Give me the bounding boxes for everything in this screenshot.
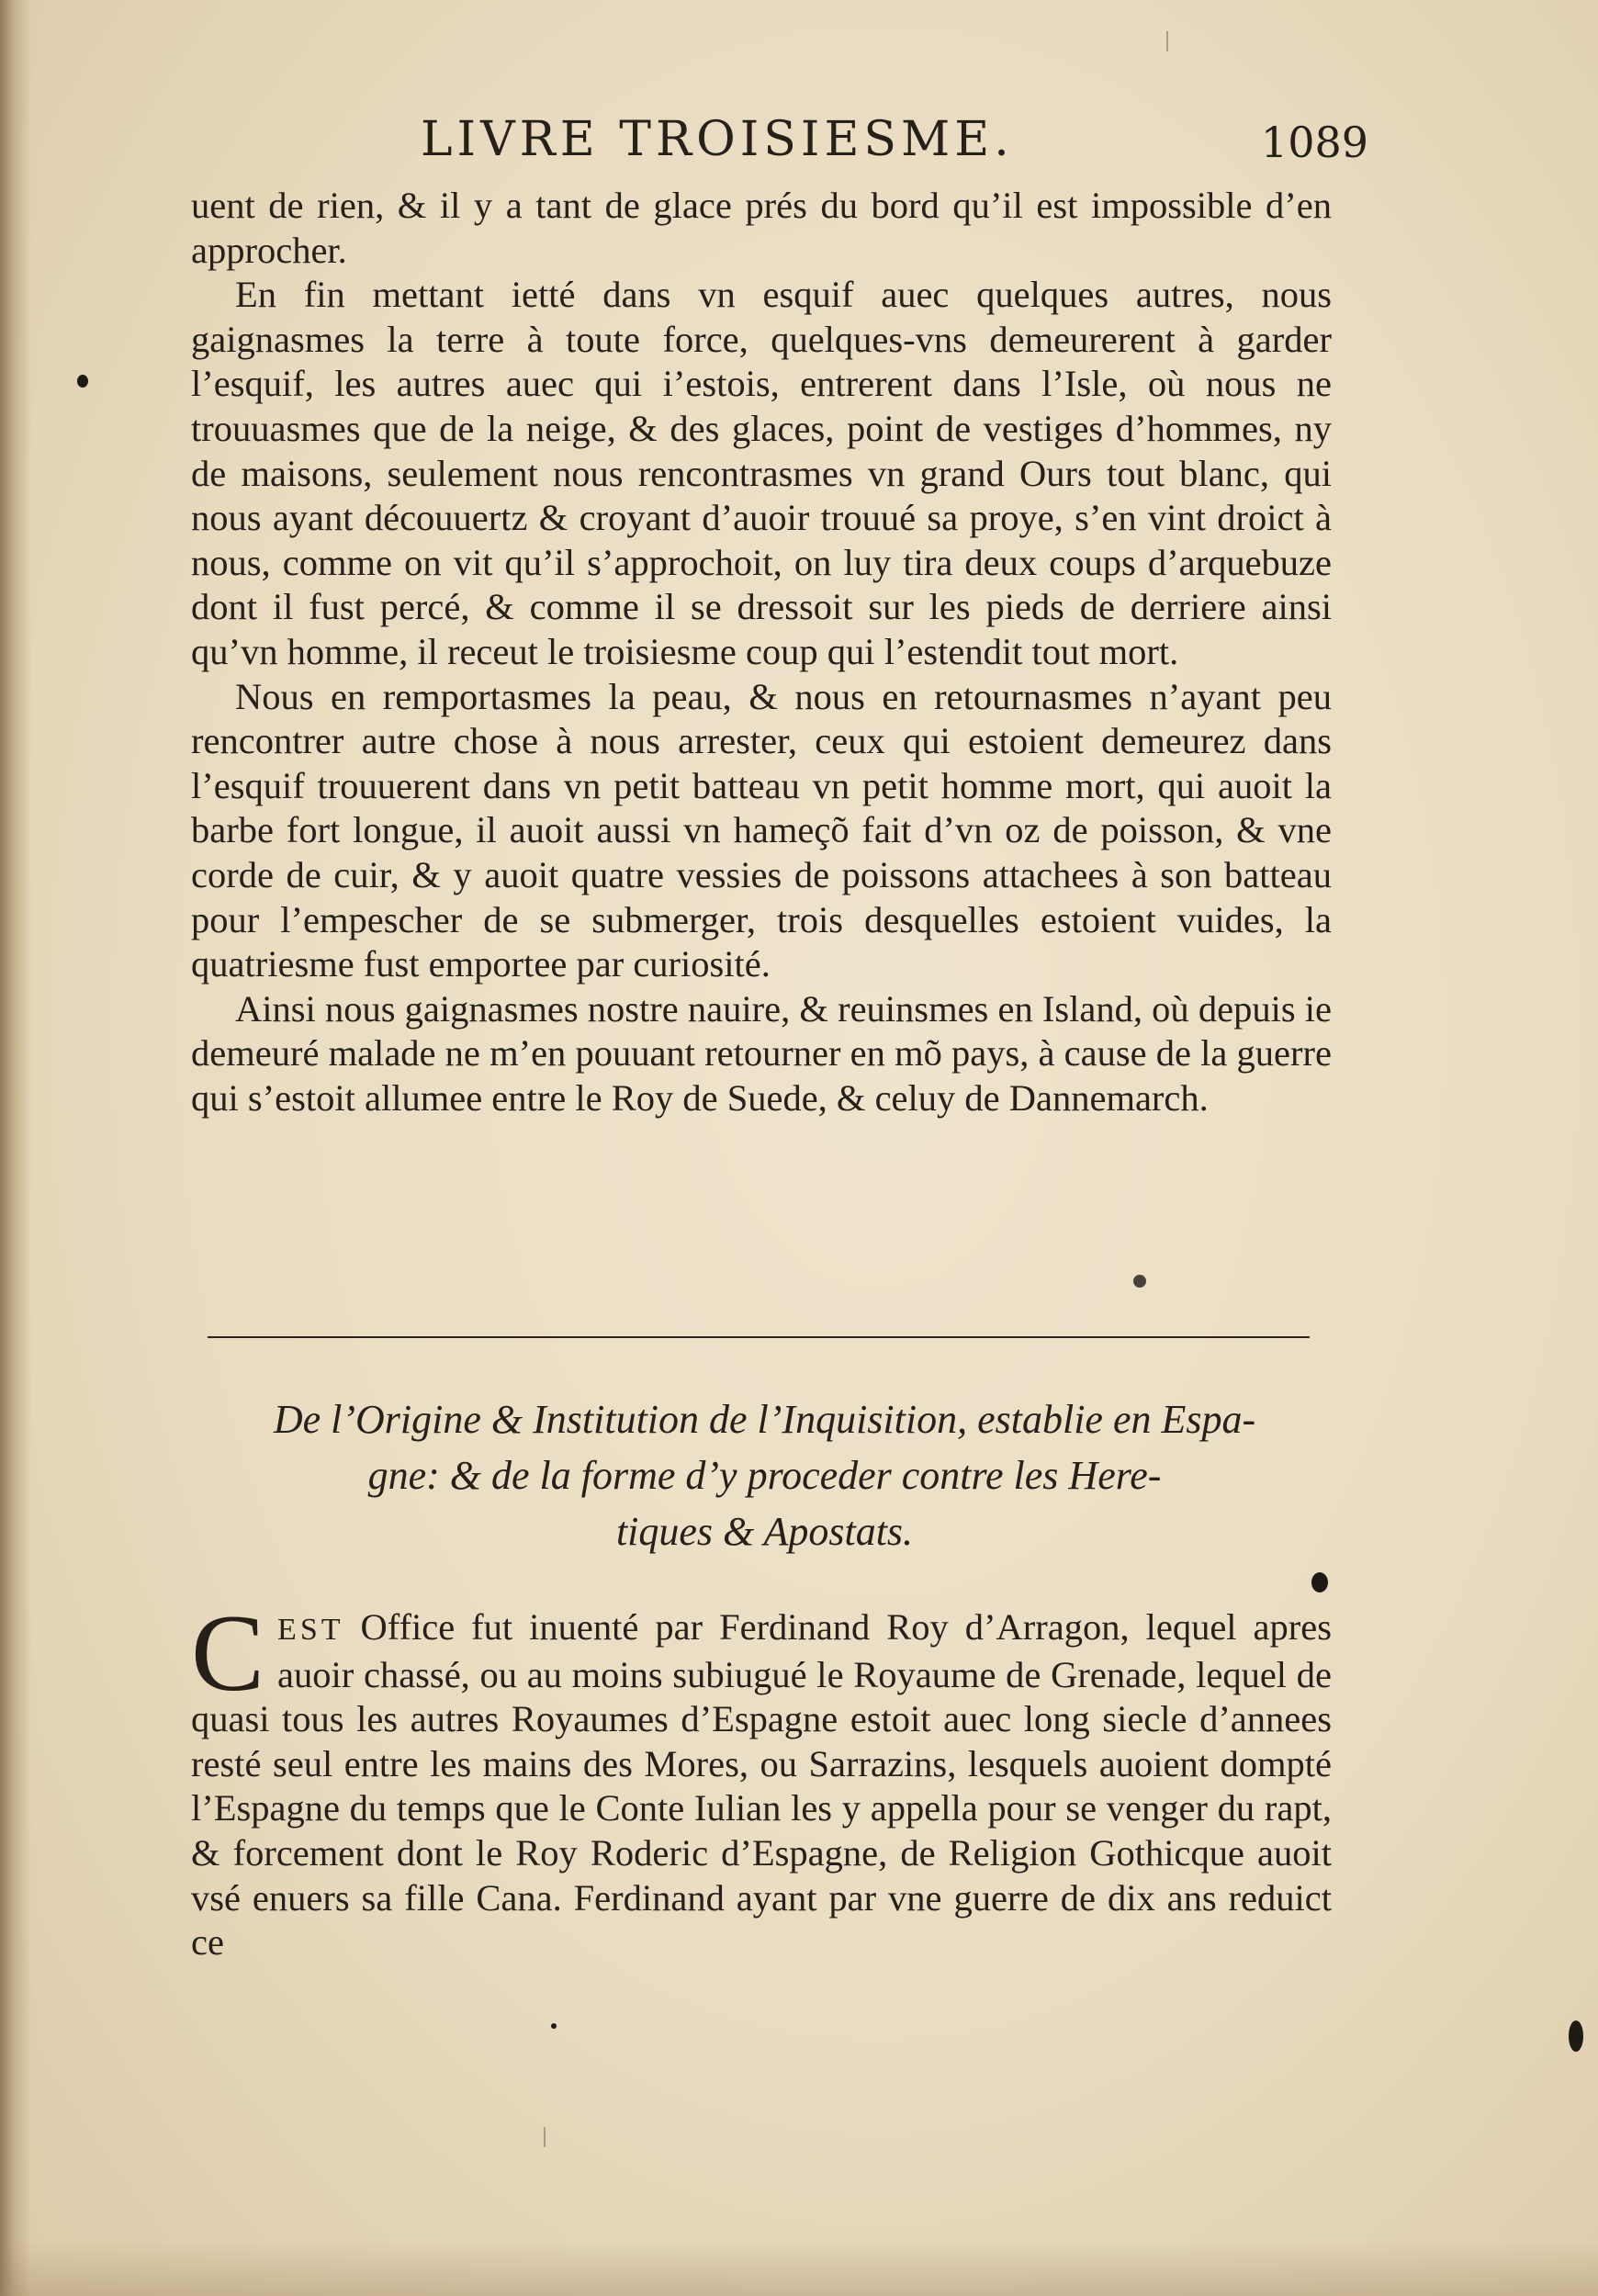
small-caps-opening: EST — [277, 1613, 344, 1647]
ink-blemish-icon — [1569, 2020, 1583, 2052]
section-divider-rule — [208, 1336, 1310, 1338]
stray-mark — [1166, 31, 1168, 51]
stray-mark — [544, 2127, 546, 2147]
ink-blemish-icon — [1133, 1275, 1146, 1288]
paragraph-text: Office fut inuenté par Ferdinand Roy d’Arragon, lequel apres auoir chassé, ou au moins subiugué le Royaume de Grenade, lequel de quasi tous les autres Royaumes d’Espagne estoit auec long siecle d’annees resté seul entre les mains des Mores, ou Sarrazins, lesquels auoient dompté l’Espagne du temps que le Conte Iulian les y appella pour se venger du rapt, & forcement dont le Roy Roderic d’Espagne, de Religion Gothicque auoit vsé enuers sa fille Cana. Ferdinand ayant par vne guerre de dix ans reduict ce — [191, 1606, 1332, 1964]
chapter-heading — [188, 1391, 1341, 1559]
page-bottom-shade — [0, 2241, 1598, 2296]
paragraph: uent de rien, & il y a tant de glace prés du bord qu’il est impossible d’en approcher. — [191, 185, 1332, 271]
chapter-first-paragraph — [191, 1592, 1332, 1965]
chapter-body-text — [191, 1592, 1332, 1965]
page-header — [193, 112, 1368, 176]
paragraph: En fin mettant ietté dans vn esquif auec quelques autres, nous gaignasmes la terre à toute force, quelques-vns demeurerent à garder l’esquif, les autres auec qui i’estois, entrerent dans l’Isle, où nous ne trouuasmes que de la neige, & des glaces, point de vestiges d’hommes, ny de maisons, seulement nous rencontrasmes vn grand Ours tout blanc, qui nous ayant découuertz & croyant d’auoir trouué sa proye, s’en vint droict à nous, comme on vit qu’il s’approchoit, on luy tira deux coups d’arquebuze dont il fust percé, & comme il se dressoit sur les pieds de derriere ainsi qu’vn homme, il receut le troisiesme coup qui l’estendit tout mort. — [191, 274, 1332, 672]
running-title: LIVRE TROISIESME. — [421, 112, 1014, 167]
ink-blemish-icon — [1311, 1572, 1328, 1593]
ink-blemish-icon — [551, 2023, 557, 2029]
binding-gutter — [0, 0, 31, 2296]
paragraph: Ainsi nous gaignasmes nostre nauire, & reuinsmes en Island, où depuis ie demeuré malade ne m’en pouuant retourner en mõ pays, à cause de la guerre qui s’estoit allumee entre le Roy de Suede, & celuy de Dannemarch. — [191, 987, 1332, 1119]
chapter-heading-line: De l’Origine & Institution de l’Inquisition, establie en Espa- — [273, 1397, 1256, 1442]
drop-cap-letter: C — [191, 1592, 265, 1714]
narrative-text — [191, 184, 1332, 1120]
chapter-heading-line: gne: & de la forme d’y proceder contre les Here- — [367, 1453, 1162, 1498]
paragraph: Nous en remportasmes la peau, & nous en retournasmes n’ayant peu rencontrer autre chose à nous arrester, ceux qui estoient demeurez dans l’esquif trouuerent dans vn petit batteau vn petit homme mort, qui auoit la barbe fort longue, il auoit aussi vn hameçõ fait d’vn oz de poisson, & vne corde de cuir, & y auoit quatre vessies de poissons attachees à son batteau pour l’empescher de se submerger, trois desquelles estoient vuides, la quatriesme fust emportee par curiosité. — [191, 675, 1332, 985]
chapter-heading-line: tiques & Apostats. — [615, 1509, 914, 1554]
page-number: 1089 — [1260, 118, 1368, 167]
ink-blemish-icon — [77, 375, 88, 388]
